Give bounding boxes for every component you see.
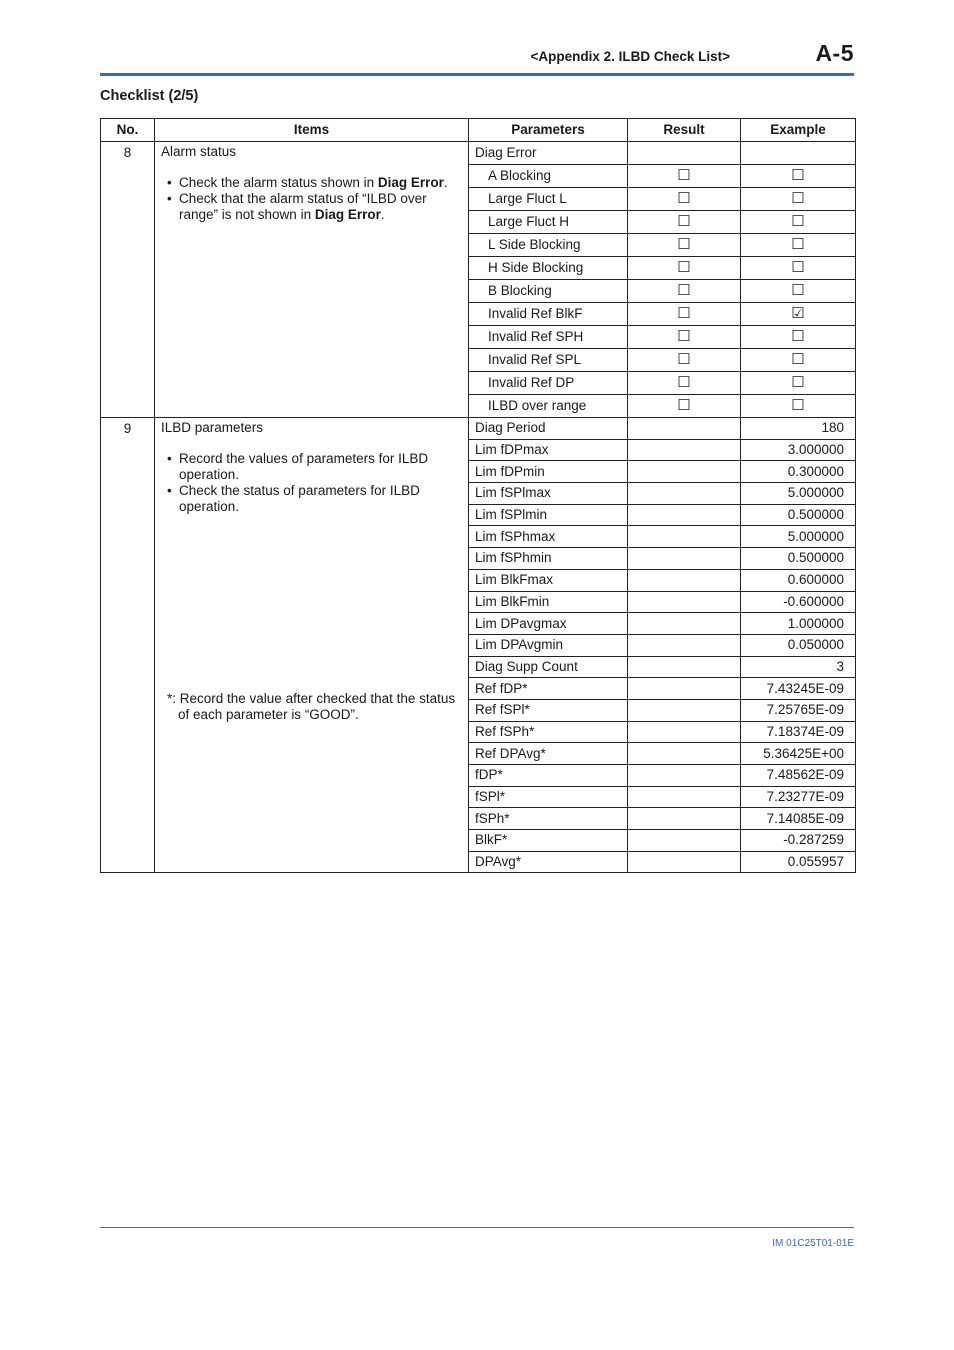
footer-rule [100,1227,854,1228]
result-value [628,656,741,678]
example-checkbox: ☐ [741,188,856,211]
col-header-example: Example [741,119,856,142]
col-header-parameters: Parameters [469,119,628,142]
result-checkbox: ☐ [628,326,741,349]
table-header-row [101,119,856,142]
parameter-name: Lim DPAvgmin [469,634,628,656]
result-value [628,743,741,765]
parameter-name: Diag Supp Count [469,656,628,678]
bullet-bold: Diag Error [377,175,444,190]
example-value: 5.000000 [741,526,856,548]
parameter-name: Lim fSPlmax [469,483,628,505]
result-checkbox: ☐ [628,165,741,188]
page-number: A-5 [815,40,854,66]
parameter-name: Invalid Ref SPL [469,349,628,372]
result-value [628,504,741,526]
table-body [101,142,856,873]
parameter-name: Large Fluct L [469,188,628,211]
result-checkbox: ☐ [628,188,741,211]
item-bullet: • Check the status of parameters for ILBD operation. [167,483,462,515]
parameter-name: fDP* [469,765,628,787]
item-bullets [167,451,462,515]
example-checkbox: ☐ [741,280,856,303]
bullet-text: . [443,175,448,190]
result-value [628,483,741,505]
result-checkbox: ☐ [628,257,741,280]
item-note: *: Record the value after checked that the status of each parameter is “GOOD”. [167,691,456,722]
example-value: 0.500000 [741,548,856,570]
parameter-name: B Blocking [469,280,628,303]
example-value: 7.25765E-09 [741,699,856,721]
row-number: 9 [101,418,155,873]
example-value: 180 [741,418,856,440]
result-checkbox [628,142,741,165]
item-bullet [167,191,462,223]
result-checkbox: ☐ [628,395,741,418]
result-checkbox: ☐ [628,234,741,257]
bullet-text: Check the alarm status shown in [179,175,378,190]
item-title: Alarm status [161,144,237,159]
parameter-name: Diag Period [469,418,628,440]
parameter-name: fSPh* [469,808,628,830]
item-description [155,142,469,418]
example-value: 3 [741,656,856,678]
result-checkbox: ☐ [628,280,741,303]
parameter-name: L Side Blocking [469,234,628,257]
bullet-text: . [380,207,385,222]
example-value: -0.287259 [741,830,856,852]
bullet-bold: Diag Error [314,207,381,222]
table-row [101,418,856,440]
parameter-name: Lim fSPhmin [469,548,628,570]
item-bullets [167,175,462,223]
parameter-name: Large Fluct H [469,211,628,234]
parameter-name: DPAvg* [469,851,628,873]
parameter-name: H Side Blocking [469,257,628,280]
example-value: -0.600000 [741,591,856,613]
example-value: 0.055957 [741,851,856,873]
parameter-name: A Blocking [469,165,628,188]
result-value [628,786,741,808]
result-value [628,634,741,656]
result-value [628,548,741,570]
result-value [628,808,741,830]
item-description [155,418,469,873]
result-checkbox: ☐ [628,211,741,234]
parameter-name: Invalid Ref BlkF [469,303,628,326]
parameter-name: Invalid Ref SPH [469,326,628,349]
document-code: IM 01C25T01-01E [772,1238,854,1249]
result-value [628,613,741,635]
parameter-name: Lim fDPmin [469,461,628,483]
parameter-name: Ref DPAvg* [469,743,628,765]
parameter-name: ILBD over range [469,395,628,418]
checklist-table [100,118,856,873]
table-row [101,142,856,165]
example-value: 0.050000 [741,634,856,656]
result-checkbox: ☐ [628,349,741,372]
header-rule [100,73,854,76]
header-section-title: <Appendix 2. ILBD Check List> [530,49,730,64]
item-title: ILBD parameters [161,420,264,435]
result-value [628,439,741,461]
parameter-name: Ref fSPl* [469,699,628,721]
result-value [628,830,741,852]
item-bullet [167,175,462,191]
result-value [628,721,741,743]
parameter-name: Lim DPavgmax [469,613,628,635]
parameter-name: Lim BlkFmin [469,591,628,613]
col-header-no: No. [101,119,155,142]
parameter-name: Ref fDP* [469,678,628,700]
example-checkbox: ☐ [741,372,856,395]
result-value [628,678,741,700]
example-value: 3.000000 [741,439,856,461]
parameter-name: Invalid Ref DP [469,372,628,395]
result-value [628,461,741,483]
result-value [628,765,741,787]
result-value [628,699,741,721]
example-value: 0.600000 [741,569,856,591]
result-checkbox: ☐ [628,303,741,326]
row-number: 8 [101,142,155,418]
result-checkbox: ☐ [628,372,741,395]
checklist-title: Checklist (2/5) [100,88,199,104]
example-checkbox: ☐ [741,326,856,349]
bullet-text: Check that the alarm status of “ILBD over range” is not shown in [179,191,427,222]
example-checkbox: ☐ [741,349,856,372]
parameter-name: Lim fDPmax [469,439,628,461]
example-value: 7.48562E-09 [741,765,856,787]
parameter-name: Ref fSPh* [469,721,628,743]
example-checkbox: ☐ [741,395,856,418]
example-checkbox: ☐ [741,165,856,188]
parameter-name: fSPl* [469,786,628,808]
example-checkbox [741,142,856,165]
example-value: 1.000000 [741,613,856,635]
result-value [628,569,741,591]
result-value [628,418,741,440]
example-value: 0.300000 [741,461,856,483]
result-value [628,591,741,613]
parameter-name: Lim fSPhmax [469,526,628,548]
col-header-items: Items [155,119,469,142]
example-value: 7.23277E-09 [741,786,856,808]
example-value: 5.000000 [741,483,856,505]
parameter-name: Diag Error [469,142,628,165]
example-value: 7.43245E-09 [741,678,856,700]
example-value: 5.36425E+00 [741,743,856,765]
example-value: 7.18374E-09 [741,721,856,743]
item-bullet: • Record the values of parameters for ILBD operation. [167,451,462,483]
result-value [628,851,741,873]
parameter-name: BlkF* [469,830,628,852]
example-checkbox: ☑ [741,303,856,326]
example-checkbox: ☐ [741,234,856,257]
result-value [628,526,741,548]
example-value: 7.14085E-09 [741,808,856,830]
col-header-result: Result [628,119,741,142]
example-checkbox: ☐ [741,211,856,234]
example-checkbox: ☐ [741,257,856,280]
parameter-name: Lim BlkFmax [469,569,628,591]
parameter-name: Lim fSPlmin [469,504,628,526]
example-value: 0.500000 [741,504,856,526]
